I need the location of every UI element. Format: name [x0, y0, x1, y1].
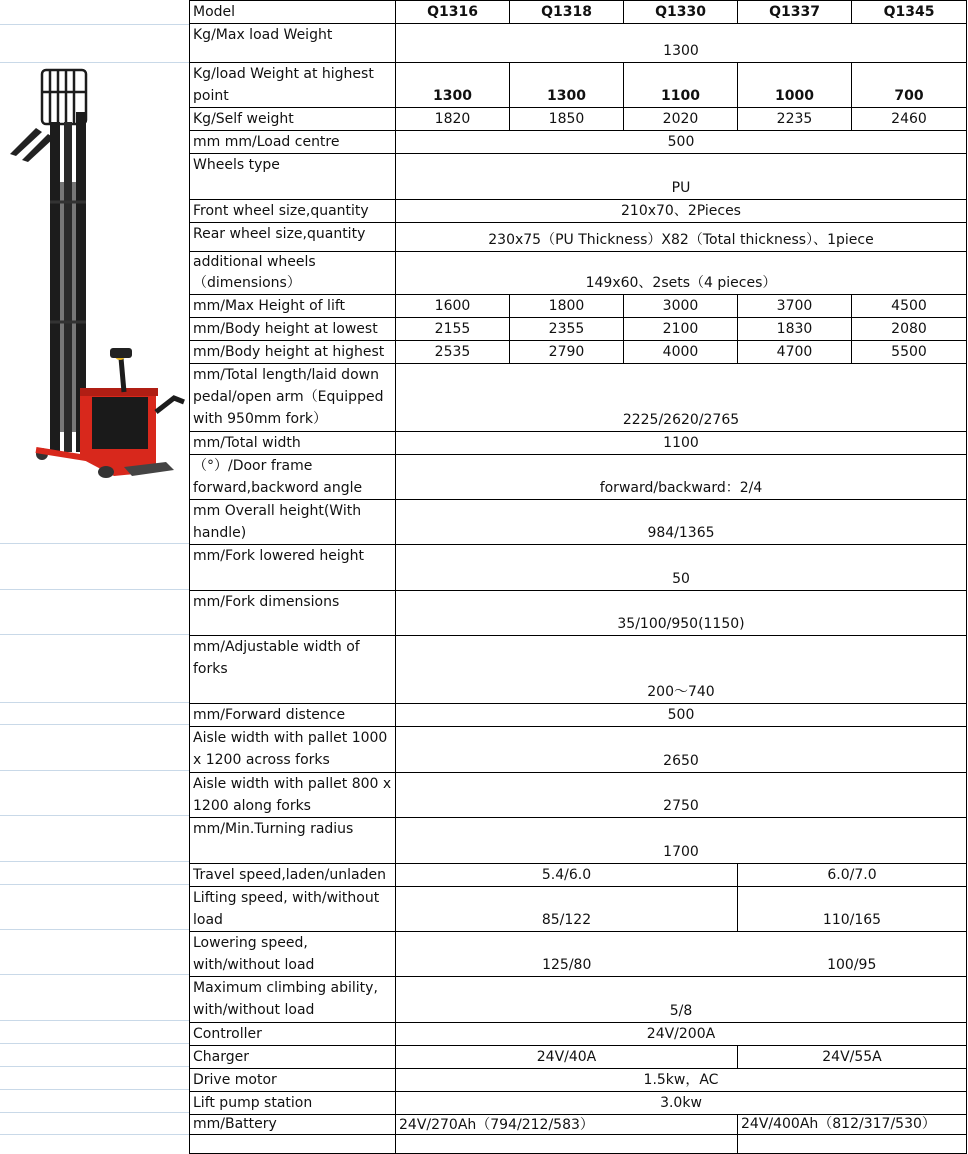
row-value: forward/backward：2/4 — [396, 455, 967, 500]
table-row — [190, 1069, 967, 1092]
row-value: 110/165 — [738, 887, 967, 932]
row-value: 149x60、2sets（4 pieces） — [396, 252, 967, 295]
table-row — [190, 1046, 967, 1069]
row-value: 1300 — [396, 63, 510, 108]
gridline — [0, 1134, 190, 1135]
row-label: mm/Fork dimensions — [190, 591, 396, 636]
row-value: 2225/2620/2765 — [396, 364, 967, 432]
row-value: 1100 — [396, 432, 967, 455]
row-value: 230x75（PU Thickness）X82（Total thickness）、1piece — [396, 223, 967, 252]
row-value: 500 — [396, 131, 967, 154]
row-value: 2535 — [396, 341, 510, 364]
table-row — [190, 887, 967, 932]
row-label: Controller — [190, 1023, 396, 1046]
table-row — [190, 252, 967, 295]
row-label: mm/Fork lowered height — [190, 545, 396, 591]
table-row — [190, 455, 967, 500]
table-row — [190, 1115, 967, 1135]
row-value: 85/122 — [396, 887, 738, 932]
row-value: 1850 — [510, 108, 624, 131]
row-label: Front wheel size,quantity — [190, 200, 396, 223]
row-label: Aisle width with pallet 1000 x 1200 across forks — [190, 727, 396, 773]
table-row — [190, 704, 967, 727]
table-row — [190, 295, 967, 318]
row-label: Wheels type — [190, 154, 396, 200]
gridline — [0, 543, 190, 544]
row-label: Kg/Max load Weight — [190, 24, 396, 63]
model-q1316: Q1316 — [396, 1, 510, 24]
row-label: mm/Min.Turning radius — [190, 818, 396, 864]
table-row — [190, 318, 967, 341]
row-label: Lifting speed, with/without load — [190, 887, 396, 932]
empty-cell — [738, 1135, 967, 1154]
row-label: Travel speed,laden/unladen — [190, 864, 396, 887]
row-label: Maximum climbing ability, with/without load — [190, 977, 396, 1023]
row-value: 2750 — [396, 773, 967, 818]
row-value: 1820 — [396, 108, 510, 131]
row-value: 2235 — [738, 108, 852, 131]
row-value: 2080 — [852, 318, 967, 341]
row-value: 100/95 — [738, 932, 967, 977]
table-row — [190, 154, 967, 200]
row-label: mm/Max Height of lift — [190, 295, 396, 318]
gridline — [0, 861, 190, 862]
gridline — [0, 884, 190, 885]
row-value: 24V/200A — [396, 1023, 967, 1046]
gridline — [0, 1089, 190, 1090]
row-label: additional wheels （dimensions） — [190, 252, 396, 295]
table-row — [190, 932, 967, 977]
row-label: Charger — [190, 1046, 396, 1069]
row-label: Rear wheel size,quantity — [190, 223, 396, 252]
gridline — [0, 1043, 190, 1044]
row-value: 5.4/6.0 — [396, 864, 738, 887]
row-value: 210x70、2Pieces — [396, 200, 967, 223]
row-value: 5/8 — [396, 977, 967, 1023]
gridline — [0, 1020, 190, 1021]
table-row — [190, 1023, 967, 1046]
gridline — [0, 634, 190, 635]
table-row — [190, 1092, 967, 1115]
table-row — [190, 432, 967, 455]
row-label: mm Overall height(With handle) — [190, 500, 396, 545]
row-value: 3700 — [738, 295, 852, 318]
row-value: 1830 — [738, 318, 852, 341]
row-value: 1000 — [738, 63, 852, 108]
forklift-icon — [6, 62, 190, 482]
row-value: 5500 — [852, 341, 967, 364]
gridline — [0, 724, 190, 725]
row-value: 2020 — [624, 108, 738, 131]
spec-table — [189, 0, 967, 1154]
model-q1318: Q1318 — [510, 1, 624, 24]
row-value: 1700 — [396, 818, 967, 864]
row-label: mm/Total length/laid down pedal/open arm（Equipped with 950mm fork） — [190, 364, 396, 432]
model-label: Model — [190, 1, 396, 24]
table-row — [190, 1, 967, 24]
row-value: 125/80 — [396, 932, 738, 977]
row-label: mm/Adjustable width of forks — [190, 636, 396, 704]
row-label: mm mm/Load centre — [190, 131, 396, 154]
row-value: 50 — [396, 545, 967, 591]
table-row — [190, 108, 967, 131]
row-value: 2155 — [396, 318, 510, 341]
row-value: 4700 — [738, 341, 852, 364]
row-label: Drive motor — [190, 1069, 396, 1092]
row-label: mm/Body height at lowest — [190, 318, 396, 341]
row-value: 1600 — [396, 295, 510, 318]
product-image-column — [0, 0, 189, 1153]
table-row — [190, 727, 967, 773]
row-value: 700 — [852, 63, 967, 108]
gridline — [0, 24, 190, 25]
table-row — [190, 341, 967, 364]
row-value: 2100 — [624, 318, 738, 341]
row-value: 2650 — [396, 727, 967, 773]
row-value: 24V/270Ah（794/212/583） — [396, 1115, 738, 1135]
model-q1337: Q1337 — [738, 1, 852, 24]
row-label: mm/Battery — [190, 1115, 396, 1135]
row-value: 3.0kw — [396, 1092, 967, 1115]
table-row — [190, 24, 967, 63]
row-label: Lowering speed, with/without load — [190, 932, 396, 977]
table-row — [190, 63, 967, 108]
row-value: 4500 — [852, 295, 967, 318]
row-value: 6.0/7.0 — [738, 864, 967, 887]
row-label: Kg/Self weight — [190, 108, 396, 131]
row-value: 1800 — [510, 295, 624, 318]
row-value: 1300 — [510, 63, 624, 108]
table-row — [190, 591, 967, 636]
table-row — [190, 773, 967, 818]
row-value: 35/100/950(1150) — [396, 591, 967, 636]
empty-cell — [190, 1135, 396, 1154]
row-label: mm/Forward distence — [190, 704, 396, 727]
row-value: 2790 — [510, 341, 624, 364]
model-q1330: Q1330 — [624, 1, 738, 24]
table-row — [190, 545, 967, 591]
model-q1345: Q1345 — [852, 1, 967, 24]
row-value: 200～740 — [396, 636, 967, 704]
empty-cell — [396, 1135, 738, 1154]
row-label: （°）/Door frame forward,backword angle — [190, 455, 396, 500]
gridline — [0, 974, 190, 975]
table-row — [190, 636, 967, 704]
row-value: 984/1365 — [396, 500, 967, 545]
gridline — [0, 702, 190, 703]
row-value: 1.5kw，AC — [396, 1069, 967, 1092]
row-value: 1300 — [396, 24, 967, 63]
row-value: 24V/400Ah（812/317/530） — [738, 1115, 967, 1135]
table-row — [190, 818, 967, 864]
gridline — [0, 770, 190, 771]
row-label: mm/Total width — [190, 432, 396, 455]
table-row — [190, 223, 967, 252]
row-value: 2460 — [852, 108, 967, 131]
gridline — [0, 1066, 190, 1067]
row-value: 24V/40A — [396, 1046, 738, 1069]
row-label: Kg/load Weight at highest point — [190, 63, 396, 108]
table-row — [190, 977, 967, 1023]
gridline — [0, 589, 190, 590]
row-value: 1100 — [624, 63, 738, 108]
table-row — [190, 864, 967, 887]
table-row — [190, 500, 967, 545]
row-label: Aisle width with pallet 800 x 1200 along forks — [190, 773, 396, 818]
row-label: Lift pump station — [190, 1092, 396, 1115]
table-row — [190, 364, 967, 432]
gridline — [0, 1112, 190, 1113]
row-label: mm/Body height at highest — [190, 341, 396, 364]
table-row — [190, 1135, 967, 1154]
row-value: 4000 — [624, 341, 738, 364]
gridline — [0, 929, 190, 930]
table-row — [190, 200, 967, 223]
row-value: PU — [396, 154, 967, 200]
row-value: 2355 — [510, 318, 624, 341]
row-value: 3000 — [624, 295, 738, 318]
table-row — [190, 131, 967, 154]
row-value: 500 — [396, 704, 967, 727]
row-value: 24V/55A — [738, 1046, 967, 1069]
gridline — [0, 815, 190, 816]
